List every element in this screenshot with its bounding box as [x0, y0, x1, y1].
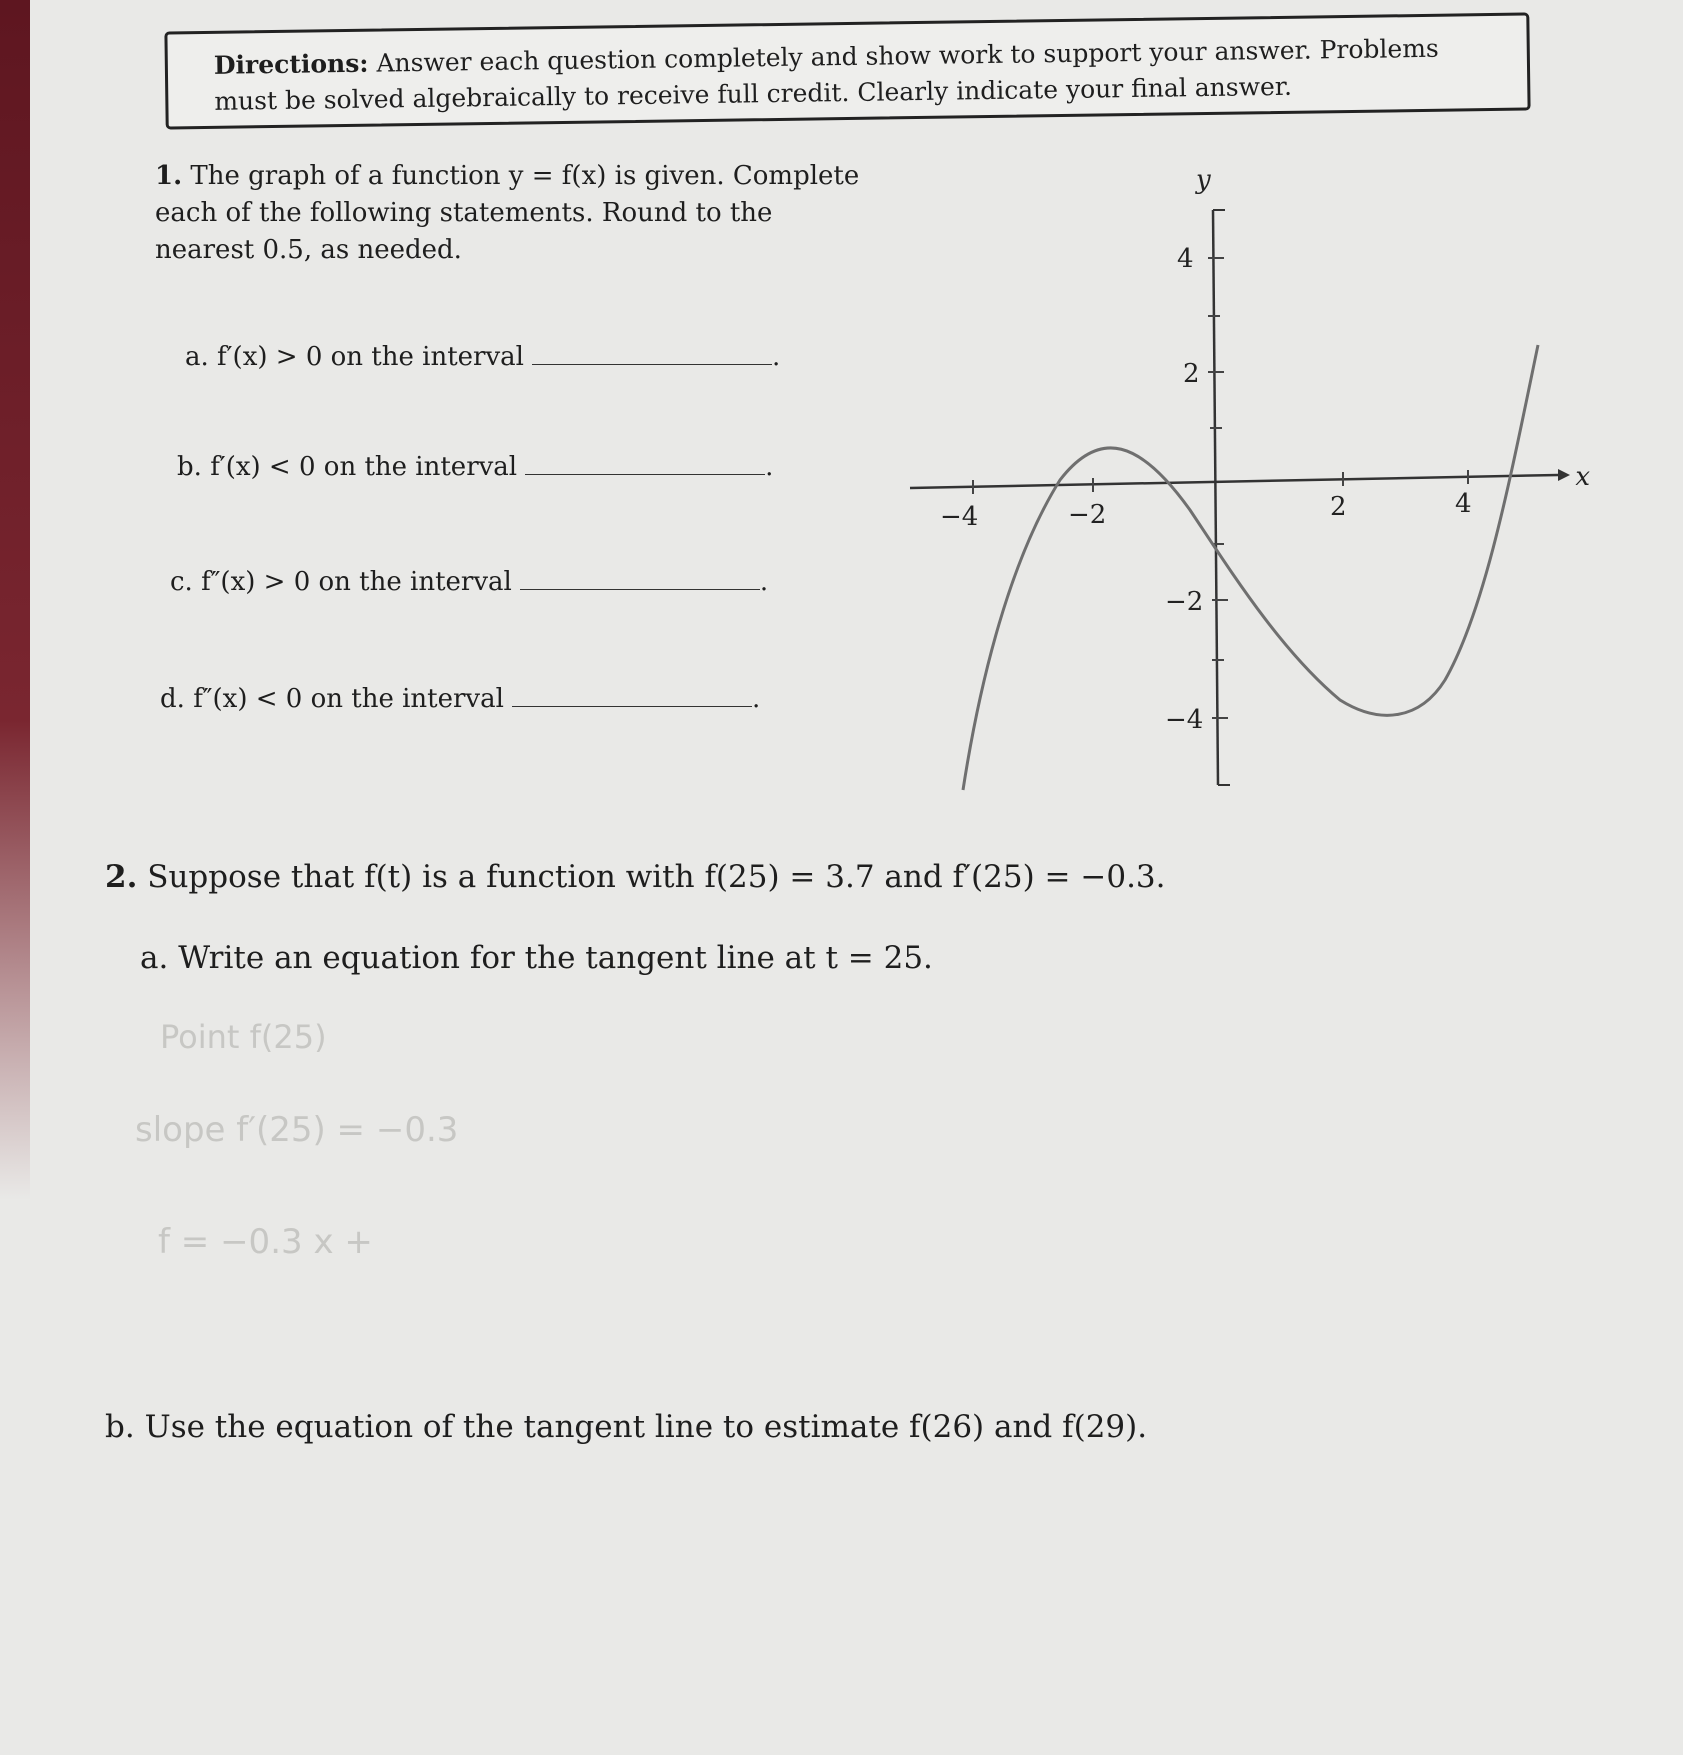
question-1-text: The graph of a function y = f(x) is given. Complete each of the following statements. Round to the nearest 0.5, as needed.: [155, 161, 860, 265]
function-curve: [963, 345, 1538, 790]
y-tick-label-2: 2: [1183, 359, 1200, 389]
question-1b: b. f′(x) < 0 on the interval .: [177, 452, 774, 482]
directions-label: Directions:: [213, 48, 369, 80]
question-1d: d. f″(x) < 0 on the interval .: [160, 684, 761, 714]
question-1c-text: f″(x) > 0 on the interval: [201, 567, 512, 597]
question-1c-answer-blank[interactable]: [520, 569, 760, 590]
y-tick-label-4: 4: [1177, 244, 1194, 274]
question-1c: c. f″(x) > 0 on the interval .: [170, 567, 769, 597]
question-2-text: Suppose that f(t) is a function with f(25) = 3.7 and f′(25) = −0.3.: [147, 859, 1166, 895]
question-2-prompt: [105, 856, 1166, 898]
handwriting-slope: slope f′(25) = −0.3: [135, 1110, 459, 1150]
question-1d-text: f″(x) < 0 on the interval: [193, 684, 504, 714]
handwriting-point: Point f(25): [160, 1018, 327, 1056]
question-1a-answer-blank[interactable]: [532, 344, 772, 365]
handwriting-equation: f = −0.3 x +: [158, 1222, 373, 1262]
question-1c-letter: c.: [170, 567, 193, 597]
page-edge-background: [0, 0, 30, 1200]
question-2b-letter: b.: [105, 1409, 135, 1445]
question-2-number: 2.: [105, 859, 138, 895]
question-1-number: 1.: [155, 161, 183, 191]
question-2a: [140, 937, 933, 979]
question-2b: [105, 1406, 1147, 1448]
question-2b-text: Use the equation of the tangent line to estimate f(26) and f(29).: [144, 1409, 1148, 1445]
question-1d-answer-blank[interactable]: [512, 686, 752, 707]
x-tick-label-4: 4: [1455, 489, 1472, 519]
x-axis-label: x: [1575, 462, 1590, 492]
directions-box: [164, 12, 1530, 129]
y-tick-label-neg2: −2: [1165, 587, 1204, 617]
y-axis: [1213, 210, 1218, 785]
x-axis: [910, 475, 1558, 488]
question-1a: a. f′(x) > 0 on the interval .: [185, 342, 781, 372]
x-tick-label-2: 2: [1330, 492, 1347, 522]
x-tick-label-neg4: −4: [940, 502, 979, 532]
y-tick-label-neg4: −4: [1165, 705, 1204, 735]
question-1b-answer-blank[interactable]: [525, 454, 765, 475]
directions-text: Answer each question completely and show work to support your answer. Problems must be solved algebraically to receive full credit. Clearly indicate your final answer.: [214, 33, 1439, 116]
question-2a-letter: a.: [140, 940, 169, 976]
function-graph: [900, 160, 1600, 800]
y-axis-label: y: [1196, 165, 1211, 195]
question-1b-letter: b.: [177, 452, 202, 482]
question-2a-text: Write an equation for the tangent line at t = 25.: [178, 940, 933, 976]
question-1d-letter: d.: [160, 684, 185, 714]
question-1-prompt: [155, 158, 875, 269]
question-1b-text: f′(x) < 0 on the interval: [210, 452, 518, 482]
x-axis-arrow: [1558, 469, 1570, 481]
question-1a-letter: a.: [185, 342, 209, 372]
x-tick-label-neg2: −2: [1068, 500, 1107, 530]
question-1a-text: f′(x) > 0 on the interval: [217, 342, 524, 372]
